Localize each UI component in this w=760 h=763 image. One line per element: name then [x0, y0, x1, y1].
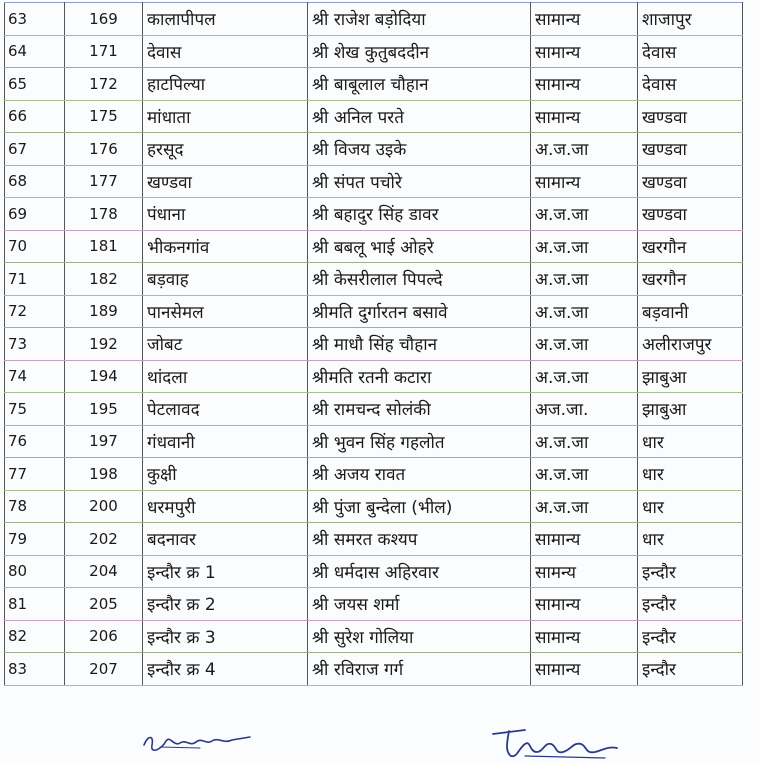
- constituency-name-cell: बदनावर: [143, 523, 308, 556]
- category-cell: सामान्य: [531, 653, 638, 686]
- constituency-name-cell: इन्दौर क्र 4: [143, 653, 308, 686]
- constituency-number-cell: 202: [65, 523, 143, 556]
- constituency-number-cell: 178: [65, 198, 143, 231]
- serial-number-cell: 77: [5, 458, 65, 491]
- constituency-number-cell: 171: [65, 35, 143, 68]
- candidate-name-cell: श्री धर्मदास अहिरवार: [308, 555, 531, 588]
- candidate-name-cell: श्री अनिल परते: [308, 100, 531, 133]
- serial-number-cell: 63: [5, 3, 65, 36]
- district-cell: अलीराजपुर: [638, 328, 743, 361]
- table-row: [5, 588, 743, 621]
- table-row: [5, 198, 743, 231]
- candidate-name-cell: श्री अजय रावत: [308, 458, 531, 491]
- constituency-name-cell: भीकनगांव: [143, 230, 308, 263]
- serial-number-cell: 64: [5, 35, 65, 68]
- constituency-number-cell: 194: [65, 360, 143, 393]
- constituency-name-cell: गंधवानी: [143, 425, 308, 458]
- serial-number-cell: 69: [5, 198, 65, 231]
- serial-number-cell: 80: [5, 555, 65, 588]
- district-cell: इन्दौर: [638, 620, 743, 653]
- constituency-number-cell: 197: [65, 425, 143, 458]
- category-cell: अ.ज.जा: [531, 230, 638, 263]
- candidate-name-cell: श्री शेख कुतुबददीन: [308, 35, 531, 68]
- candidate-name-cell: श्री सुरेश गोलिया: [308, 620, 531, 653]
- constituency-name-cell: कुक्षी: [143, 458, 308, 491]
- constituency-number-cell: 206: [65, 620, 143, 653]
- constituency-name-cell: इन्दौर क्र 1: [143, 555, 308, 588]
- constituency-number-cell: 172: [65, 68, 143, 101]
- district-cell: देवास: [638, 68, 743, 101]
- district-cell: खण्डवा: [638, 133, 743, 166]
- serial-number-cell: 74: [5, 360, 65, 393]
- serial-number-cell: 81: [5, 588, 65, 621]
- candidate-name-cell: श्री बाबूलाल चौहान: [308, 68, 531, 101]
- category-cell: सामान्य: [531, 588, 638, 621]
- table-row: [5, 230, 743, 263]
- table-row: [5, 328, 743, 361]
- district-cell: धार: [638, 425, 743, 458]
- category-cell: अ.ज.जा: [531, 263, 638, 296]
- category-cell: सामान्य: [531, 3, 638, 36]
- district-cell: खण्डवा: [638, 100, 743, 133]
- district-cell: खरगौन: [638, 230, 743, 263]
- table-row: [5, 458, 743, 491]
- district-cell: धार: [638, 458, 743, 491]
- constituency-number-cell: 189: [65, 295, 143, 328]
- constituency-name-cell: मांधाता: [143, 100, 308, 133]
- candidate-name-cell: श्री केसरीलाल पिपल्दे: [308, 263, 531, 296]
- constituency-name-cell: पंधाना: [143, 198, 308, 231]
- serial-number-cell: 66: [5, 100, 65, 133]
- candidate-name-cell: श्री बबलू भाई ओहरे: [308, 230, 531, 263]
- constituency-name-cell: इन्दौर क्र 3: [143, 620, 308, 653]
- constituency-number-cell: 192: [65, 328, 143, 361]
- category-cell: सामान्य: [531, 68, 638, 101]
- constituency-name-cell: कालापीपल: [143, 3, 308, 36]
- table-row: [5, 165, 743, 198]
- candidate-name-cell: श्रीमति दुर्गारतन बसावे: [308, 295, 531, 328]
- candidate-name-cell: श्री भुवन सिंह गहलोत: [308, 425, 531, 458]
- table-row: [5, 653, 743, 686]
- constituency-name-cell: हरसूद: [143, 133, 308, 166]
- serial-number-cell: 73: [5, 328, 65, 361]
- table-row: [5, 620, 743, 653]
- constituency-number-cell: 195: [65, 393, 143, 426]
- district-cell: देवास: [638, 35, 743, 68]
- table-row: [5, 68, 743, 101]
- constituency-name-cell: खण्डवा: [143, 165, 308, 198]
- serial-number-cell: 67: [5, 133, 65, 166]
- district-cell: इन्दौर: [638, 588, 743, 621]
- district-cell: इन्दौर: [638, 653, 743, 686]
- table-row: [5, 100, 743, 133]
- district-cell: धार: [638, 523, 743, 556]
- constituency-name-cell: जोबट: [143, 328, 308, 361]
- table-row: [5, 555, 743, 588]
- category-cell: सामान्य: [531, 100, 638, 133]
- district-cell: इन्दौर: [638, 555, 743, 588]
- candidate-name-cell: श्री पुंजा बुन्देला (भील): [308, 490, 531, 523]
- constituency-name-cell: हाटपिल्या: [143, 68, 308, 101]
- district-cell: झाबुआ: [638, 393, 743, 426]
- category-cell: सामान्य: [531, 620, 638, 653]
- constituency-number-cell: 207: [65, 653, 143, 686]
- signature-left: [140, 725, 260, 755]
- signature-right: [485, 722, 625, 762]
- candidate-name-cell: श्री बहादुर सिंह डावर: [308, 198, 531, 231]
- candidate-name-cell: श्री समरत कश्यप: [308, 523, 531, 556]
- constituency-number-cell: 205: [65, 588, 143, 621]
- constituency-name-cell: देवास: [143, 35, 308, 68]
- category-cell: सामान्य: [531, 165, 638, 198]
- constituency-name-cell: इन्दौर क्र 2: [143, 588, 308, 621]
- table-row: [5, 263, 743, 296]
- candidate-name-cell: श्री रामचन्द सोलंकी: [308, 393, 531, 426]
- serial-number-cell: 79: [5, 523, 65, 556]
- constituency-name-cell: पानसेमल: [143, 295, 308, 328]
- candidate-name-cell: श्री संपत पचोरे: [308, 165, 531, 198]
- constituency-number-cell: 200: [65, 490, 143, 523]
- table-row: [5, 490, 743, 523]
- category-cell: सामान्य: [531, 523, 638, 556]
- table-row: [5, 35, 743, 68]
- constituency-name-cell: बड़वाह: [143, 263, 308, 296]
- serial-number-cell: 83: [5, 653, 65, 686]
- serial-number-cell: 75: [5, 393, 65, 426]
- serial-number-cell: 78: [5, 490, 65, 523]
- constituency-name-cell: थांदला: [143, 360, 308, 393]
- candidate-name-cell: श्री राजेश बड़ोदिया: [308, 3, 531, 36]
- constituency-number-cell: 176: [65, 133, 143, 166]
- constituency-number-cell: 182: [65, 263, 143, 296]
- category-cell: अ.ज.जा: [531, 458, 638, 491]
- constituency-number-cell: 175: [65, 100, 143, 133]
- candidate-name-cell: श्री रविराज गर्ग: [308, 653, 531, 686]
- candidate-name-cell: श्री जयस शर्मा: [308, 588, 531, 621]
- candidate-table: [4, 2, 743, 686]
- constituency-number-cell: 204: [65, 555, 143, 588]
- category-cell: अ.ज.जा: [531, 360, 638, 393]
- district-cell: शाजापुर: [638, 3, 743, 36]
- serial-number-cell: 65: [5, 68, 65, 101]
- candidate-name-cell: श्रीमति रतनी कटारा: [308, 360, 531, 393]
- category-cell: अ.ज.जा: [531, 295, 638, 328]
- serial-number-cell: 68: [5, 165, 65, 198]
- serial-number-cell: 72: [5, 295, 65, 328]
- category-cell: अ.ज.जा: [531, 425, 638, 458]
- district-cell: खरगौन: [638, 263, 743, 296]
- table-row: [5, 360, 743, 393]
- candidate-name-cell: श्री विजय उइके: [308, 133, 531, 166]
- category-cell: अ.ज.जा: [531, 133, 638, 166]
- constituency-name-cell: धरमपुरी: [143, 490, 308, 523]
- serial-number-cell: 70: [5, 230, 65, 263]
- constituency-number-cell: 177: [65, 165, 143, 198]
- table-row: [5, 393, 743, 426]
- table-row: [5, 133, 743, 166]
- district-cell: धार: [638, 490, 743, 523]
- table-row: [5, 3, 743, 36]
- category-cell: सामान्य: [531, 35, 638, 68]
- district-cell: बड़वानी: [638, 295, 743, 328]
- table-row: [5, 425, 743, 458]
- serial-number-cell: 76: [5, 425, 65, 458]
- constituency-name-cell: पेटलावद: [143, 393, 308, 426]
- category-cell: अ.ज.जा: [531, 328, 638, 361]
- district-cell: खण्डवा: [638, 165, 743, 198]
- serial-number-cell: 82: [5, 620, 65, 653]
- serial-number-cell: 71: [5, 263, 65, 296]
- category-cell: सामन्य: [531, 555, 638, 588]
- category-cell: अज.जा.: [531, 393, 638, 426]
- district-cell: झाबुआ: [638, 360, 743, 393]
- constituency-number-cell: 169: [65, 3, 143, 36]
- candidate-name-cell: श्री माधौ सिंह चौहान: [308, 328, 531, 361]
- constituency-number-cell: 181: [65, 230, 143, 263]
- table-row: [5, 295, 743, 328]
- constituency-number-cell: 198: [65, 458, 143, 491]
- category-cell: अ.ज.जा: [531, 490, 638, 523]
- table-row: [5, 523, 743, 556]
- category-cell: अ.ज.जा: [531, 198, 638, 231]
- district-cell: खण्डवा: [638, 198, 743, 231]
- candidate-table-body: [5, 3, 743, 686]
